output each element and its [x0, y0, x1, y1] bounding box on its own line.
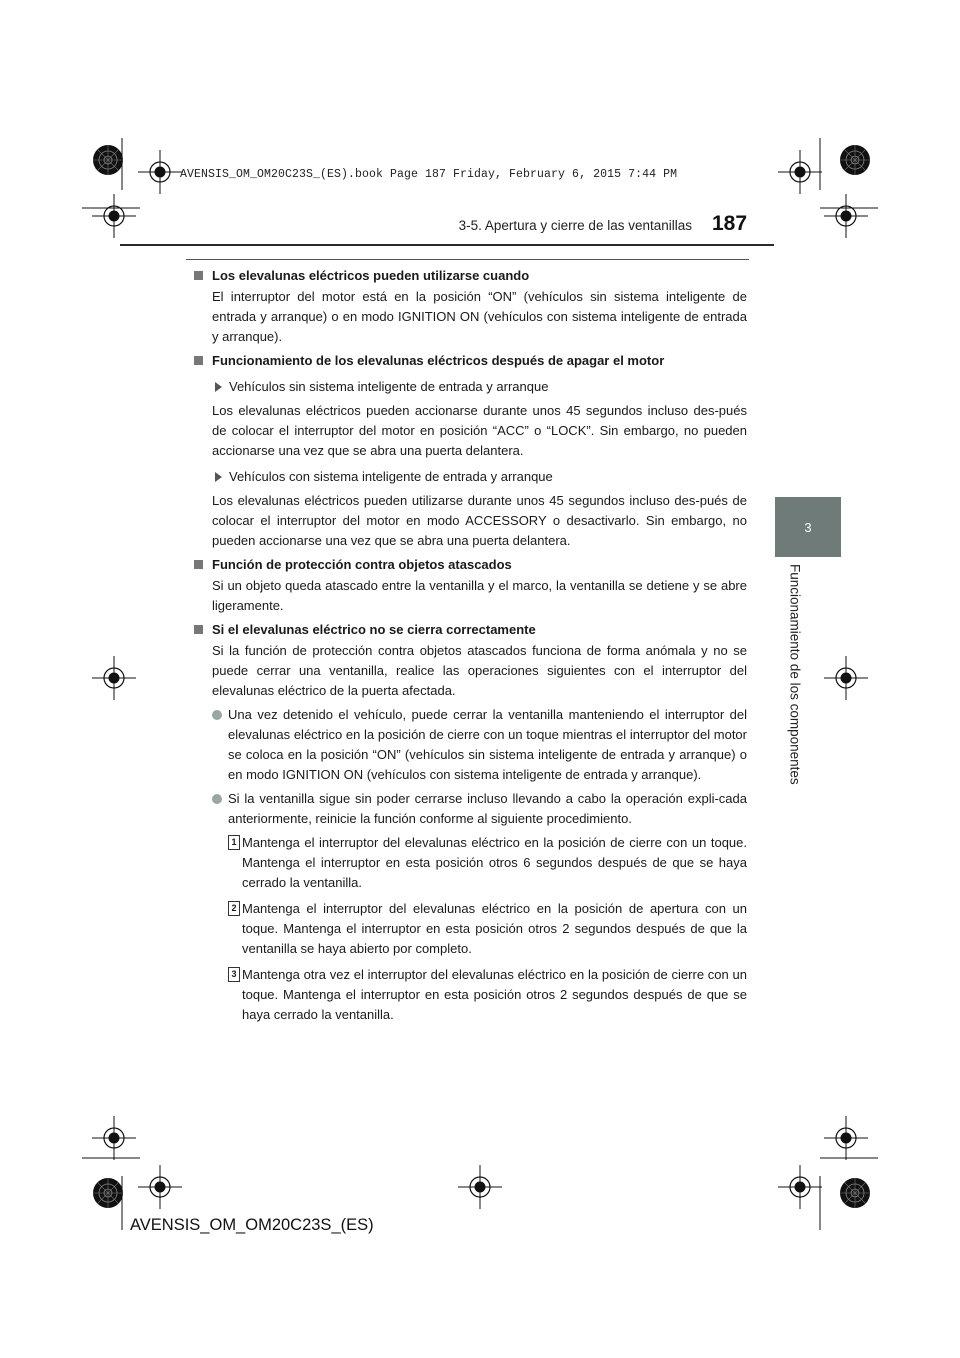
paragraph: El interruptor del motor está en la posición “ON” (vehículos sin sistema inteligente de entrada y arranque) o en modo IGNITION ON (vehículos con sistema inteligente de entrada y arranque). [212, 289, 747, 344]
chapter-title: Funcionamiento de los componentes [787, 564, 803, 785]
page-number: 187 [712, 212, 748, 235]
document-code: AVENSIS_OM_OM20C23S_(ES) [130, 1216, 374, 1234]
section-title: 3-5. Apertura y cierre de las ventanillas [458, 218, 692, 233]
page-content [212, 266, 747, 1031]
heading-text: Función de protección contra objetos atascados [212, 557, 512, 572]
bullet-dot-icon [212, 794, 222, 804]
bullet-text: Una vez detenido el vehículo, puede cerrar la ventanilla manteniendo el interruptor del elevalunas eléctrico en la posición de cierre con un toque mientras el interruptor del motor se coloca en la posición “ON” (vehículos sin sistema inteligente de entrada y arranque) o en modo IGNITION ON (vehículos con sistema inteligente de entrada y arranque). [228, 707, 747, 782]
heading-text: Los elevalunas eléctricos pueden utilizarse cuando [212, 268, 530, 283]
section-heading [212, 266, 747, 286]
procedure-step [212, 899, 747, 959]
paragraph: Los elevalunas eléctricos pueden accionarse durante unos 45 segundos incluso des-pués de colocar el interruptor del motor en posición “ACC” o “LOCK”. Sin embargo, no pueden accionarse una vez que se abra una puerta delantera. [212, 403, 747, 458]
section-heading [212, 555, 747, 575]
book-stamp: AVENSIS_OM_OM20C23S_(ES).book Page 187 Friday, February 6, 2015 7:44 PM [180, 168, 678, 181]
heading-text: Funcionamiento de los elevalunas eléctricos después de apagar el motor [212, 353, 665, 368]
bullet-item [212, 705, 747, 785]
bullet-text: Si la ventanilla sigue sin poder cerrarse incluso llevando a cabo la operación expli-cada anteriormente, reinicie la función conforme al siguiente procedimiento. [228, 791, 747, 826]
bullet-item [212, 789, 747, 829]
section-heading [212, 351, 747, 371]
heading-square-icon [194, 625, 203, 634]
triangle-arrow-icon [215, 472, 222, 482]
step-number-badge: 1 [228, 835, 240, 850]
chapter-number: 3 [804, 519, 812, 535]
paragraph: Si un objeto queda atascado entre la ventanilla y el marco, la ventanilla se detiene y se abre ligeramente. [212, 578, 747, 613]
subheading-text: Vehículos con sistema inteligente de entrada y arranque [229, 469, 553, 484]
subheading [212, 377, 747, 397]
bullet-dot-icon [212, 710, 222, 720]
paragraph: Los elevalunas eléctricos pueden utilizarse durante unos 45 segundos incluso des-pués de colocar el interruptor del motor en modo ACCESSORY o desactivarlo. Sin embargo, no pueden accionarse una vez que se abra una puerta delantera. [212, 493, 747, 548]
triangle-arrow-icon [215, 382, 222, 392]
step-number-badge: 2 [228, 901, 240, 916]
heading-text: Si el elevalunas eléctrico no se cierra correctamente [212, 622, 536, 637]
heading-square-icon [194, 271, 203, 280]
subheading-text: Vehículos sin sistema inteligente de entrada y arranque [229, 379, 549, 394]
header-rule [120, 244, 774, 246]
procedure-step [212, 965, 747, 1025]
content-rule [186, 259, 749, 260]
chapter-tab [775, 497, 841, 557]
section-heading [212, 620, 747, 640]
paragraph: Si la función de protección contra objetos atascados funciona de forma anómala y no se puede cerrar una ventanilla, realice las operaciones siguientes con el interruptor del elevalunas eléctrico de la puerta afectada. [212, 643, 747, 698]
step-text: Mantenga el interruptor del elevalunas eléctrico en la posición de cierre con un toque. Mantenga el interruptor en esta posición otros 6 segundos después de que se haya cerrado la ventanilla. [242, 835, 747, 890]
step-text: Mantenga otra vez el interruptor del elevalunas eléctrico en la posición de cierre con un toque. Mantenga el interruptor en esta posición otros 2 segundos después de que se haya cerrado la ventanilla. [242, 967, 747, 1022]
subheading [212, 467, 747, 487]
procedure-step [212, 833, 747, 893]
step-number-badge: 3 [228, 967, 240, 982]
heading-square-icon [194, 560, 203, 569]
step-text: Mantenga el interruptor del elevalunas eléctrico en la posición de apertura con un toque. Mantenga el interruptor en esta posición otros 2 segundos después de que la ventanilla se haya abierto por completo. [242, 901, 747, 956]
heading-square-icon [194, 356, 203, 365]
